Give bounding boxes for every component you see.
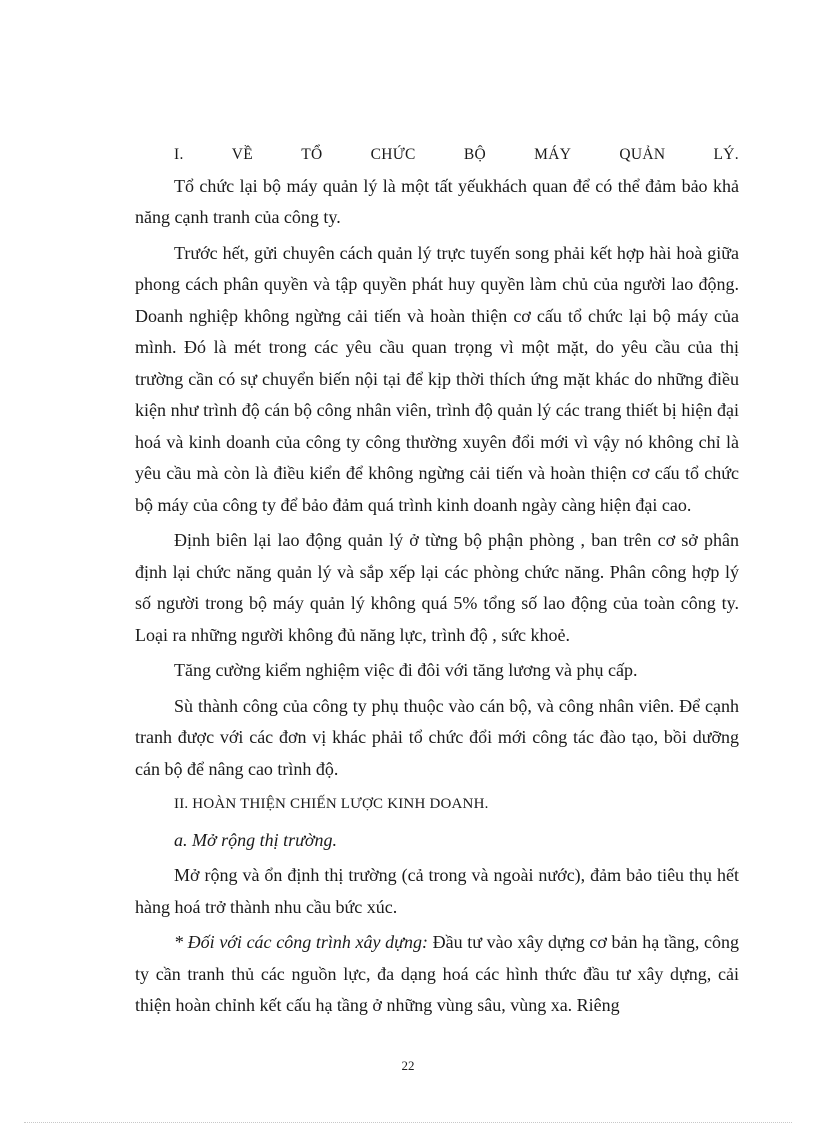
section-2-heading: II. HOÀN THIỆN CHIẾN LƯỢC KINH DOANH. [174,796,489,812]
paragraph: Tăng cường kiểm nghiệm việc đi đôi với tăng lương và phụ cấp. [174,660,638,680]
heading-word: I. [174,146,184,163]
heading-word: CHỨC [370,146,416,163]
paragraph: Định biên lại lao động quản lý ở từng bộ phận phòng , ban trên cơ sở phân định lại chức năng quản lý và sắp xếp lại các phòng chức năng. Phân công hợp lý số người trong bộ máy quản lý không quá 5% tổng số lao động của toàn công ty. Loại ra những người không đủ năng lực, trình độ , sức khoẻ. [135,530,739,645]
heading-word: MÁY [534,146,572,163]
heading-word: TỔ [301,146,323,163]
subsection-heading: a. Mở rộng thị trường. [174,829,338,850]
heading-word: BỘ [463,146,486,163]
heading-word: LÝ. [713,146,739,163]
italic-lead-in: * Đối với các công trình xây dựng: [174,932,428,952]
section-1-heading [135,139,739,171]
paragraph: Mở rộng và ổn định thị trường (cả trong và ngoài nước), đảm bảo tiêu thụ hết hàng hoá trở thành nhu cầu bức xúc. [135,865,739,917]
paragraph: Sù thành công của công ty phụ thuộc vào cán bộ, và công nhân viên. Để cạnh tranh được với các đơn vị khác phải tổ chức đổi mới công tác đào tạo, bồi dưỡng cán bộ để nâng cao trình độ. [135,695,739,779]
paragraph [135,927,739,1022]
paragraph: Tổ chức lại bộ máy quản lý là một tất yếukhách quan để có thể đảm bảo khả năng cạnh tranh của công ty. [135,175,739,227]
heading-word: QUẢN [619,146,666,163]
paragraph: Trước hết, gửi chuyên cách quản lý trực tuyến song phải kết hợp hài hoà giữa phong cách phân quyền và tập quyền phát huy quyền làm chủ của người lao động. Doanh nghiệp không ngừng cải tiến và hoàn thiện cơ cấu tổ chức lại bộ máy của mình. Đó là mét trong các yêu cầu quan trọng vì một mặt, do yêu cầu của thị trường cần có sự chuyển biến nội tại để kịp thời thích ứng mặt khác do những điều kiện như trình độ cán bộ công nhân viên, trình độ quản lý các trang thiết bị hiện đại hoá và kinh doanh của công ty công thường xuyên đổi mới vì vậy nó không chỉ là yêu cầu mà còn là điều kiển để không ngừng cải tiến và hoàn thiện cơ cấu tổ chức bộ máy của công ty để bảo đảm quá trình kinh doanh ngày càng hiện đại cao. [135,242,739,515]
paragraph-text: Đầu tư vào xây dựng cơ bản hạ tầng, công ty cần tranh thủ các nguồn lực, đa dạng hoá các hình thức đầu tư xây dựng, cải thiện hoàn chỉnh kết cấu hạ tầng ở những vùng sâu, vùng xa. Riêng [135,932,739,1015]
heading-word: VỀ [231,146,254,163]
page-content [135,139,739,1026]
page-number: 22 [401,1058,415,1073]
